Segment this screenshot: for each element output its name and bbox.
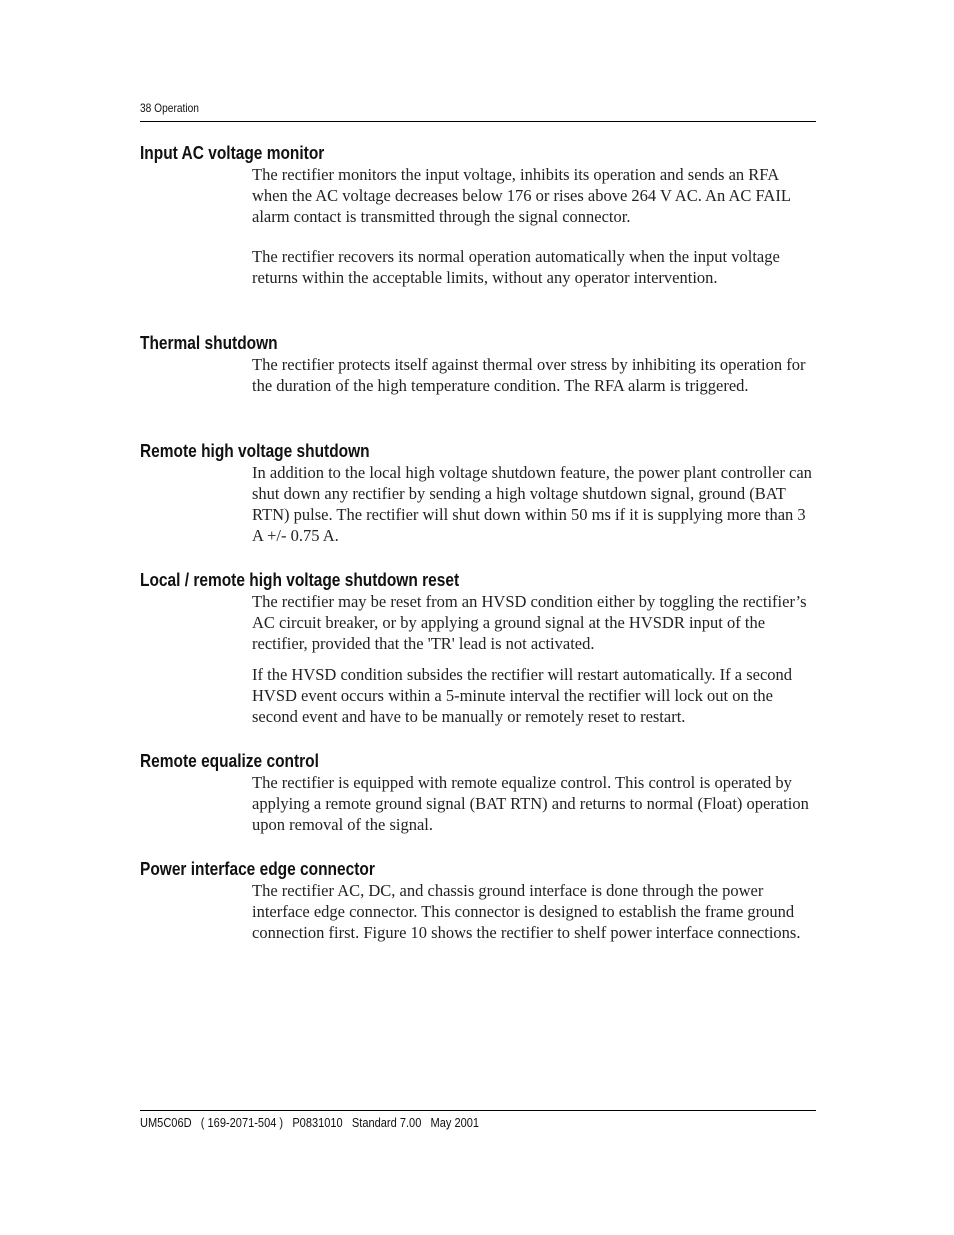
section-heading: Remote high voltage shutdown (140, 441, 370, 461)
section-paragraph: The rectifier AC, DC, and chassis ground interface is done through the power interface edge connector. This connector is designed to establish the frame ground connection first. Figure 10 shows the rectifier to shelf power interface connections. (252, 881, 801, 942)
section-paragraph: The rectifier monitors the input voltage, inhibits its operation and sends an RFA when the AC voltage decreases below 176 or rises above 264 V AC. An AC FAIL alarm contact is transmitted through the signal connector. (252, 165, 791, 226)
section-heading: Thermal shutdown (140, 333, 278, 353)
section-paragraph: The rectifier protects itself against thermal over stress by inhibiting its operation for the duration of the high temperature condition. The RFA alarm is triggered. (252, 355, 806, 395)
section-paragraph: The rectifier recovers its normal operation automatically when the input voltage returns within the acceptable limits, without any operator intervention. (252, 247, 780, 287)
page-header (140, 101, 816, 122)
section-paragraph: If the HVSD condition subsides the rectifier will restart automatically. If a second HVSD event occurs within a 5-minute interval the rectifier will lock out on the second event and have to be manually or remotely reset to restart. (252, 665, 793, 726)
section-local-remote-hvsd-reset (140, 569, 816, 727)
document-reference: UM5C06D ( 169-2071-504 ) P0831010 Standard 7.00 May 2001 (140, 1115, 480, 1130)
section-heading: Input AC voltage monitor (140, 143, 325, 163)
section-remote-equalize-control (140, 750, 816, 835)
section-paragraph: In addition to the local high voltage shutdown feature, the power plant controller can shut down any rectifier by sending a high voltage shutdown signal, ground (BAT RTN) pulse. The rectifier will shut down within 50 ms if it is supplying more than 3 A +/- 0.75 A. (252, 463, 812, 545)
section-heading: Local / remote high voltage shutdown reset (140, 570, 460, 590)
section-input-ac-voltage-monitor (140, 142, 816, 288)
section-thermal-shutdown (140, 332, 816, 396)
section-paragraph: The rectifier may be reset from an HVSD condition either by toggling the rectifier’s AC circuit breaker, or by applying a ground signal at the HVSDR input of the rectifier, provided that the 'TR' lead is not activated. (252, 592, 807, 653)
section-heading: Power interface edge connector (140, 859, 375, 879)
section-power-interface-edge-connector (140, 858, 816, 943)
page-number-section: 38 Operation (140, 101, 199, 115)
section-remote-high-voltage-shutdown (140, 440, 816, 546)
section-paragraph: The rectifier is equipped with remote equalize control. This control is operated by applying a remote ground signal (BAT RTN) and returns to normal (Float) operation upon removal of the signal. (252, 773, 809, 834)
section-heading: Remote equalize control (140, 751, 319, 771)
page-footer (140, 1110, 816, 1130)
